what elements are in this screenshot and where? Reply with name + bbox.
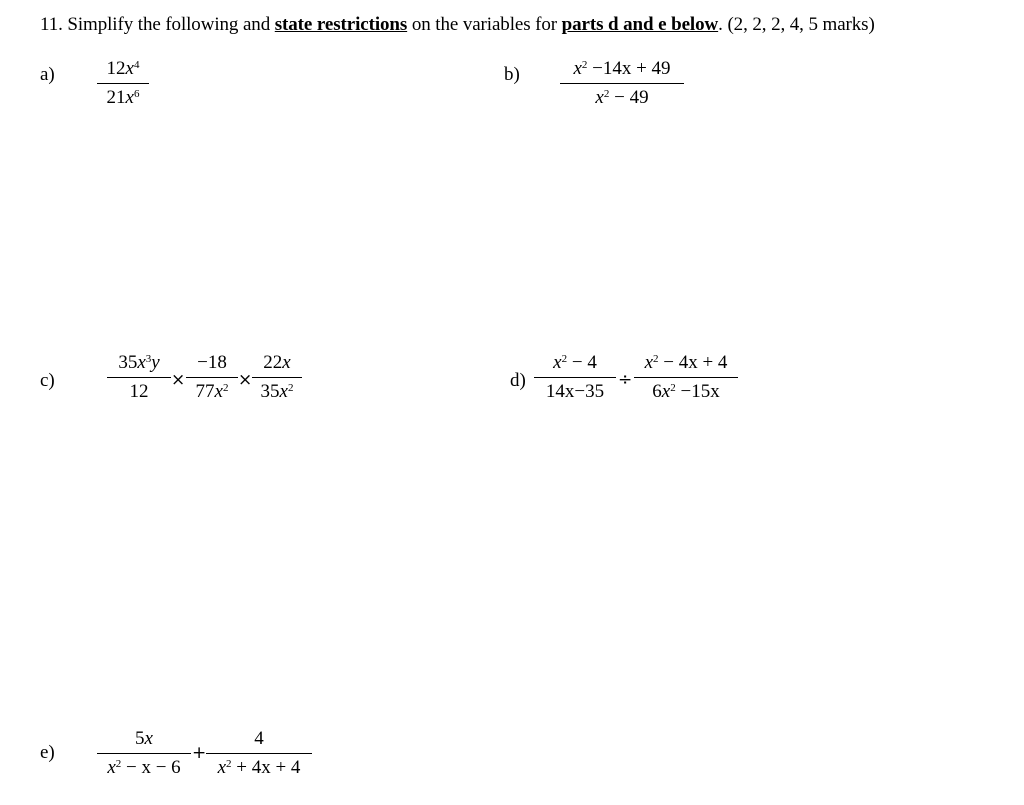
- emphasis-parts-d-e: parts d and e below: [561, 14, 719, 35]
- part-a-fraction: [97, 58, 149, 109]
- part-c-frac3-denominator: $35x^2$: [260, 381, 294, 402]
- part-a-numerator: $12x^4$: [97, 58, 149, 84]
- part-e-fraction-1: [97, 728, 191, 779]
- part-c-times-2: ×: [238, 370, 253, 390]
- question-text-after: . (2, 2, 2, 4, 5 marks): [718, 14, 875, 35]
- part-d-frac2-denominator: $6x^2 -15x$: [652, 381, 720, 402]
- part-c-times-1: ×: [171, 370, 186, 390]
- question-prompt: [40, 14, 875, 36]
- part-b-label: b): [504, 64, 520, 85]
- part-c-frac2-numerator: −18: [186, 352, 238, 378]
- part-e-frac1-denominator: $x^2 - x - 6$: [107, 757, 181, 778]
- part-d-fraction-2: [634, 352, 738, 403]
- part-b-denominator: $x^2 - 49$: [595, 87, 649, 108]
- part-c-fraction-3: [252, 352, 302, 403]
- question-text-before: Simplify the following and: [67, 14, 271, 35]
- part-c-frac3-numerator: 22x: [252, 352, 302, 378]
- part-e-frac2-numerator: 4: [206, 728, 312, 754]
- part-e-label: e): [40, 742, 55, 763]
- part-c-frac1-denominator: 12: [129, 381, 149, 402]
- part-c-fraction-1: [107, 352, 171, 403]
- emphasis-state-restrictions: state restrictions: [274, 14, 408, 35]
- part-e-fraction-2: [206, 728, 312, 779]
- part-b-fraction: [560, 58, 684, 109]
- part-e-frac2-denominator: $x^2 + 4x + 4$: [217, 757, 301, 778]
- part-d-frac2-numerator: $x^2 - 4x + 4$: [634, 352, 738, 378]
- part-d-divide: ÷: [618, 370, 633, 390]
- part-b-numerator: $x^2 -14x + 49$: [560, 58, 684, 84]
- question-text-middle: on the variables for: [411, 14, 558, 35]
- part-a-denominator: $21x^6$: [106, 87, 140, 108]
- part-c-frac2-denominator: $77x^2$: [195, 381, 229, 402]
- part-a-label: a): [40, 64, 55, 85]
- part-e-frac1-numerator: 5x: [97, 728, 191, 754]
- part-c-label: c): [40, 370, 55, 391]
- part-e-plus: +: [192, 743, 207, 763]
- part-d-frac1-numerator: $x^2 - 4$: [534, 352, 616, 378]
- question-number: 11.: [40, 14, 63, 35]
- part-d-label: d): [510, 370, 526, 391]
- part-d-frac1-denominator: 14x−35: [545, 381, 605, 402]
- part-c-frac1-numerator: $35x^3y$: [107, 352, 171, 378]
- part-d-fraction-1: [534, 352, 616, 403]
- part-c-fraction-2: [186, 352, 238, 403]
